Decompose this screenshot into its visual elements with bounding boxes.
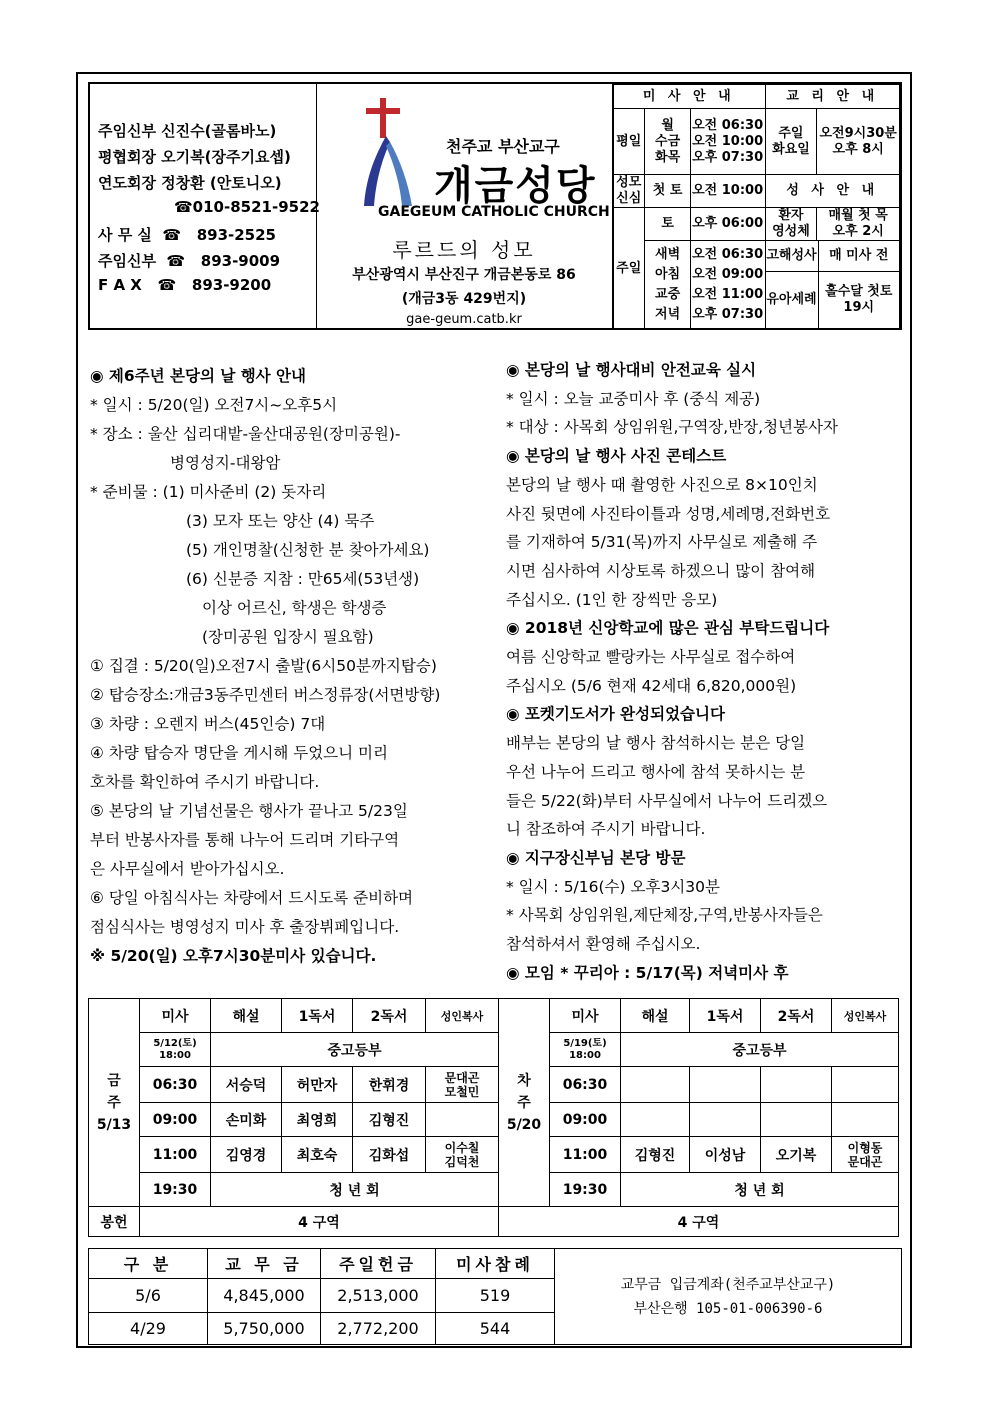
col-header-category: 구 분 <box>89 1249 208 1279</box>
offering-label: 봉헌 <box>89 1207 140 1237</box>
notice-line: 를 기재하여 5/31(목)까지 사무실로 제출해 주 <box>506 533 818 552</box>
notice-line: * 일시 : 5/16(수) 오후3시30분 <box>506 877 720 896</box>
sacrament-time: 매월 첫 목 오후 2시 <box>817 208 900 241</box>
table-row <box>89 1137 899 1173</box>
sat-evening-day: 토 <box>645 208 690 241</box>
commentator-cell: 김영경 <box>211 1137 282 1173</box>
notice-line: ◉ 모임 * 꾸리아 : 5/17(목) 저녁미사 후 <box>506 963 789 982</box>
notice-line: ③ 차량 : 오렌지 버스(45인승) 7대 <box>90 715 326 733</box>
evening-mass-group: 청 년 회 <box>211 1173 499 1207</box>
contact-pastor-phone: 주임신부 ☎ 893-9009 <box>98 252 281 270</box>
col-header-commentary: 해설 <box>211 999 282 1033</box>
sunday-mass-times: 오전 06:30 오전 09:00 오전 11:00 오후 07:30 <box>690 241 765 330</box>
notice-line: 이상 어르신, 학생은 학생증 <box>202 599 387 617</box>
notice-line: 사진 뒷면에 사진타이틀과 성명,세례명,전화번호 <box>506 504 831 523</box>
weekday-days: 월 수금 화목 <box>645 109 690 175</box>
diocese-name: 천주교 부산교구 <box>446 137 560 156</box>
notice-line: ◉ 본당의 날 행사대비 안전교육 실시 <box>506 361 757 379</box>
col-header-server: 성인복사 <box>832 999 899 1033</box>
reader2-cell <box>761 1103 832 1137</box>
commentator-cell <box>621 1103 690 1137</box>
notice-line: ① 집결 : 5/20(일)오전7시 출발(6시50분까지탑승) <box>90 657 437 675</box>
church-address: 부산광역시 부산진구 개금본동로 86 <box>352 267 576 283</box>
parish-title: 루르드의 성모 <box>392 238 536 262</box>
notice-line: ◉ 본당의 날 행사 사진 콘테스트 <box>506 447 727 466</box>
notice-line: 들은 5/22(화)부터 사무실에서 나누어 드리겠으 <box>506 791 828 810</box>
notice-line: * 대상 : 사목회 상임위원,구역장,반장,청년봉사자 <box>506 418 838 437</box>
attendance-cell: 519 <box>436 1279 555 1313</box>
this-week-offering: 4 구역 <box>140 1207 499 1237</box>
notice-line: * 장소 : 울산 십리대밭-울산대공원(장미공원)- <box>90 425 401 443</box>
notices-left-column <box>90 362 490 971</box>
server-cell <box>832 1067 899 1103</box>
sacrament-name: 고해성사 <box>766 241 819 271</box>
notice-line: 니 참조하여 주시기 바랍니다. <box>506 820 706 839</box>
account-line-2: 부산은행 105-01-006390-6 <box>633 1300 823 1317</box>
server-cell <box>832 1103 899 1137</box>
reader2-cell <box>761 1067 832 1103</box>
sat-mass-time: 5/12(토) 18:00 <box>140 1033 211 1067</box>
first-sat-day: 첫 토 <box>645 175 690 208</box>
notice-line: 우선 나누어 드리고 행사에 참석 못하시는 분 <box>506 762 806 781</box>
church-address-old: (개금3동 429번지) <box>401 291 527 307</box>
col-header-dues: 교 무 금 <box>208 1249 321 1279</box>
this-week-label: 금 주 5/13 <box>89 999 140 1207</box>
notice-line: ◉ 포켓기도서가 완성되었습니다 <box>506 705 725 724</box>
commentator-cell <box>621 1067 690 1103</box>
notice-line: (6) 신분증 지참 : 만65세(53년생) <box>186 570 420 588</box>
mass-time-cell: 11:00 <box>550 1137 621 1173</box>
col-header-sunday-offering: 주일헌금 <box>321 1249 436 1279</box>
sacrament-name: 유아세례 <box>766 271 819 329</box>
notice-line: 주십시오 (5/6 현재 42세대 6,820,000원) <box>506 676 797 695</box>
reader2-cell: 김화섭 <box>353 1137 426 1173</box>
catechism-guide-title: 교 리 안 내 <box>765 85 900 109</box>
sacrament-name: 환자 영성체 <box>765 208 817 241</box>
church-english-name: GAEGEUM CATHOLIC CHURCH <box>378 204 610 220</box>
next-week-offering: 4 구역 <box>499 1207 899 1237</box>
first-sat-label: 성모 신심 <box>613 175 645 208</box>
reader2-cell: 오기복 <box>761 1137 832 1173</box>
col-header-attendance: 미사참례 <box>436 1249 555 1279</box>
notice-line: 점심식사는 병영성지 미사 후 출장뷔페입니다. <box>90 918 400 936</box>
col-header-mass: 미사 <box>140 999 211 1033</box>
contact-council-president: 평협회장 오기복(장주기요셉) <box>98 148 291 166</box>
notice-line: ◉ 2018년 신앙학교에 많은 관심 부탁드립니다 <box>506 619 830 638</box>
weekday-label: 평일 <box>613 109 645 175</box>
next-week-label: 차 주 5/20 <box>499 999 550 1207</box>
sat-mass-group: 중고등부 <box>621 1033 899 1067</box>
mass-guide-title: 미 사 안 내 <box>613 85 766 109</box>
notice-line: ◉ 제6주년 본당의 날 행사 안내 <box>90 367 306 385</box>
dues-cell: 5,750,000 <box>208 1313 321 1345</box>
server-cell <box>426 1103 499 1137</box>
reader2-cell: 한휘경 <box>353 1067 426 1103</box>
server-cell: 이수칠 김덕천 <box>426 1137 499 1173</box>
contact-fax: F A X ☎ 893-9200 <box>98 276 272 294</box>
sunday-label: 주일 <box>613 208 645 330</box>
notice-line: 부터 반봉사자를 통해 나누어 드리며 기타구역 <box>90 831 400 849</box>
evening-mass-time: 19:30 <box>140 1173 211 1207</box>
notice-line: 배부는 본당의 날 행사 참석하시는 분은 당일 <box>506 734 806 753</box>
notice-line: 본당의 날 행사 때 촬영한 사진으로 8×10인치 <box>506 475 818 494</box>
reader1-cell <box>690 1103 761 1137</box>
table-row <box>89 1067 899 1103</box>
catechism-times: 오전9시30분 오후 8시 <box>817 109 900 175</box>
sacrament-time: 매 미사 전 <box>818 241 899 271</box>
commentator-cell: 서승덕 <box>211 1067 282 1103</box>
sat-mass-time: 5/19(토) 18:00 <box>550 1033 621 1067</box>
sat-mass-group: 중고등부 <box>211 1033 499 1067</box>
mass-catechism-table <box>612 84 900 330</box>
sunday-offering-cell: 2,772,200 <box>321 1313 436 1345</box>
mass-time-cell: 09:00 <box>550 1103 621 1137</box>
notice-line: 주십시오. (1인 한 장씩만 응모) <box>506 590 718 609</box>
contact-yeondo-president: 연도회장 정창환 (안토니오) <box>98 174 282 192</box>
sunday-offering-cell: 2,513,000 <box>321 1279 436 1313</box>
notice-line: ⑥ 당일 아침식사는 차량에서 드시도록 준비하며 <box>90 889 414 907</box>
evening-mass-time: 19:30 <box>550 1173 621 1207</box>
notice-line: ④ 차량 탑승자 명단을 게시해 두었으니 미리 <box>90 744 388 762</box>
notice-line: (3) 모자 또는 양산 (4) 묵주 <box>186 512 375 530</box>
notice-line: 병영성지-대왕암 <box>170 454 281 472</box>
notice-line: (5) 개인명찰(신청한 분 찾아가세요) <box>186 541 430 559</box>
notice-line: ⑤ 본당의 날 기념선물은 행사가 끝나고 5/23일 <box>90 802 408 820</box>
col-header-commentary: 해설 <box>621 999 690 1033</box>
bulletin-header <box>88 82 902 330</box>
mass-time-cell: 09:00 <box>140 1103 211 1137</box>
church-name: 개금성당 <box>434 163 597 209</box>
server-cell: 이형동 문대곤 <box>832 1137 899 1173</box>
church-logo-area <box>316 84 614 328</box>
notice-line: (장미공원 입장시 필요함) <box>202 628 374 646</box>
sacrament-time: 홀수달 첫토 19시 <box>825 284 893 316</box>
col-header-reading2: 2독서 <box>353 999 426 1033</box>
weekday-times: 오전 06:30 오전 10:00 오후 07:30 <box>690 109 765 175</box>
account-info <box>555 1249 902 1345</box>
mass-time-cell: 11:00 <box>140 1137 211 1173</box>
account-line-1: 교무금 입금계좌(천주교부산교구) <box>620 1276 836 1293</box>
sunday-mass-names: 새벽 아침 교중 저녁 <box>645 241 690 330</box>
reader1-cell: 이성남 <box>690 1137 761 1173</box>
church-website-link[interactable]: gae-geum.catb.kr <box>406 312 522 327</box>
sacrament-guide-title: 성 사 안 내 <box>765 175 900 208</box>
col-header-server: 성인복사 <box>426 999 499 1033</box>
table-row <box>89 1103 899 1137</box>
notice-line: 호차를 확인하여 주시기 바랍니다. <box>90 773 320 791</box>
contact-office: 사 무 실 ☎ 893-2525 <box>98 226 276 244</box>
reader1-cell: 최호숙 <box>282 1137 353 1173</box>
first-sat-time: 오전 10:00 <box>690 175 765 208</box>
col-header-reading1: 1독서 <box>690 999 761 1033</box>
notice-line: * 일시 : 오늘 교중미사 후 (중식 제공) <box>506 389 761 408</box>
notice-line: 여름 신앙학교 빨랑카는 사무실로 접수하여 <box>506 648 796 667</box>
notice-line: ※ 5/20(일) 오후7시30분미사 있습니다. <box>90 947 377 965</box>
notice-line: 은 사무실에서 받아가십시오. <box>90 860 285 878</box>
mass-time-cell: 06:30 <box>550 1067 621 1103</box>
commentator-cell: 손미화 <box>211 1103 282 1137</box>
col-header-reading1: 1독서 <box>282 999 353 1033</box>
church-cross-logo-icon <box>356 98 416 208</box>
reader1-cell <box>690 1067 761 1103</box>
notice-line: ② 탑승장소:개금3동주민센터 버스정류장(서면방향) <box>90 686 441 704</box>
col-header-mass: 미사 <box>550 999 621 1033</box>
reader1-cell: 최영희 <box>282 1103 353 1137</box>
offering-summary-table <box>88 1248 902 1345</box>
dues-cell: 4,845,000 <box>208 1279 321 1313</box>
date-cell: 4/29 <box>89 1313 208 1345</box>
evening-mass-group: 청 년 회 <box>621 1173 899 1207</box>
attendance-cell: 544 <box>436 1313 555 1345</box>
notice-line: ◉ 지구장신부님 본당 방문 <box>506 848 686 867</box>
sat-evening-time: 오후 06:00 <box>690 208 765 241</box>
notice-line: * 일시 : 5/20(일) 오전7시~오후5시 <box>90 396 338 414</box>
contact-list <box>90 84 320 328</box>
notice-line: * 준비물 : (1) 미사준비 (2) 돗자리 <box>90 483 327 501</box>
date-cell: 5/6 <box>89 1279 208 1313</box>
mass-duty-schedule <box>88 998 899 1237</box>
notices-right-column <box>506 356 906 987</box>
notice-line: 참석하셔서 환영해 주십시오. <box>506 935 701 954</box>
mass-time-cell: 06:30 <box>140 1067 211 1103</box>
catechism-days: 주일 화요일 <box>765 109 817 175</box>
contact-pastor: 주임신부 신진수(골롬바노) <box>98 122 277 140</box>
notice-line: 시면 심사하여 시상토록 하겠으니 많이 참여해 <box>506 561 816 580</box>
notice-line: * 사목회 상임위원,제단체장,구역,반봉사자들은 <box>506 906 823 925</box>
commentator-cell: 김형진 <box>621 1137 690 1173</box>
server-cell: 문대곤 모철민 <box>426 1067 499 1103</box>
contact-mobile: ☎010-8521-9522 <box>174 198 320 216</box>
col-header-reading2: 2독서 <box>761 999 832 1033</box>
reader1-cell: 허만자 <box>282 1067 353 1103</box>
reader2-cell: 김형진 <box>353 1103 426 1137</box>
